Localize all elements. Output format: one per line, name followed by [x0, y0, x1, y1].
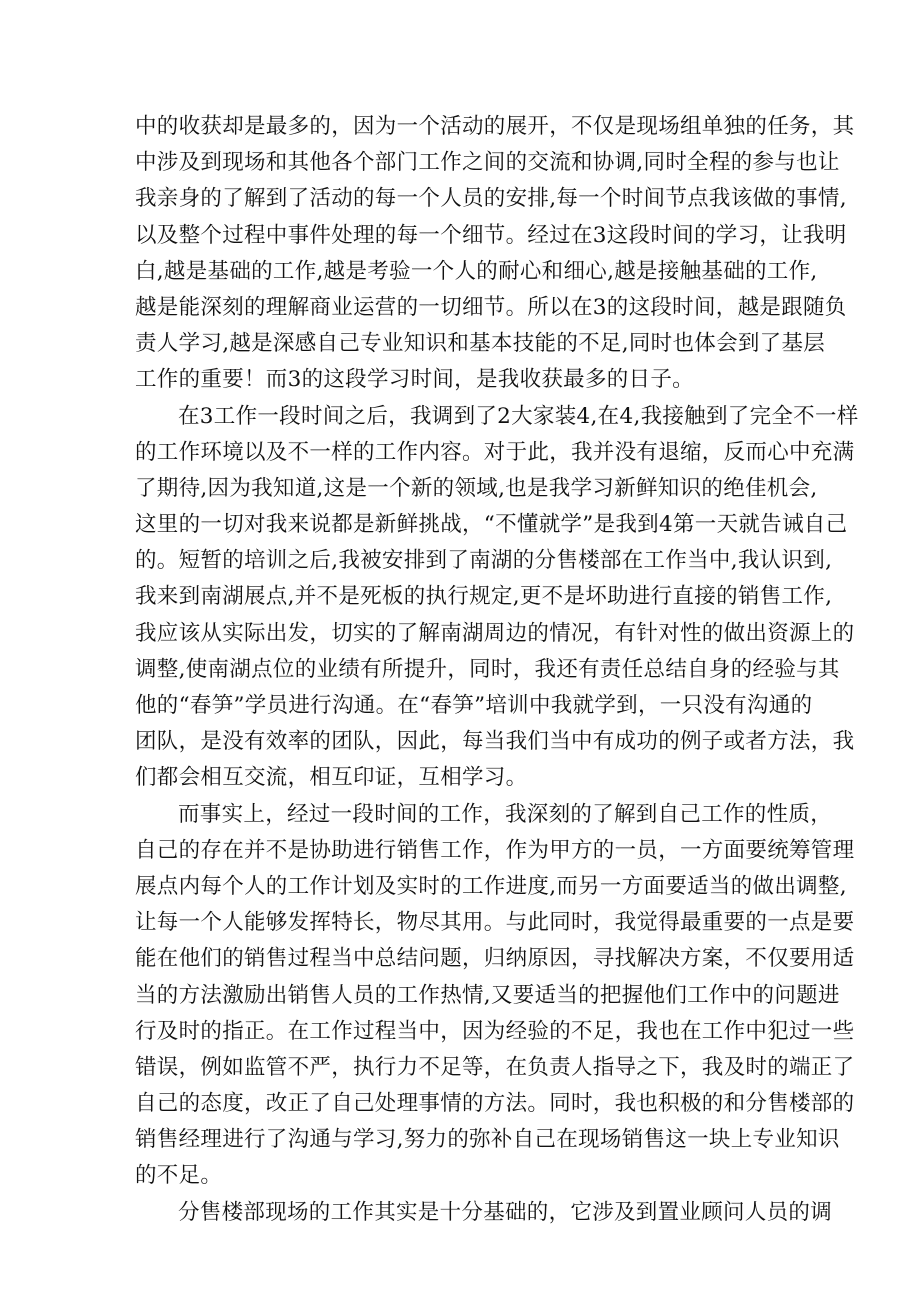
document-page: [135, 109, 859, 1231]
paragraph-1: [135, 109, 855, 399]
paragraph-2: [135, 399, 859, 797]
text-line: 们都会相互交流，相互印证，互相学习。: [135, 765, 528, 791]
text-line: 分售楼部现场的工作其实是十分基础的，它涉及到置业顾问人员的调: [178, 1199, 833, 1225]
paragraph-3: [135, 797, 855, 1195]
text-line: 我来到南湖展点,并不是死板的执行规定,更不是坏助进行直接的销售工作,: [135, 584, 833, 610]
text-line: 我亲身的了解到了活动的每一个人员的安排,每一个时间节点我该做的事情,: [135, 186, 847, 212]
text-line: 团队，是没有效率的团队，因此，每当我们当中有成功的例子或者方法，我: [135, 729, 855, 755]
text-line: 中涉及到现场和其他各个部门工作之间的交流和协调,同时全程的参与也让: [135, 150, 840, 176]
text-line: 了期待,因为我知道,这是一个新的领域,也是我学习新鲜知识的绝佳机会,: [135, 475, 818, 501]
text-line: 错误，例如监管不严，执行力不足等，在负责人指导之下，我及时的端正了: [135, 1054, 855, 1080]
text-line: 他的“春笋”学员进行沟通。在“春笋”培训中我就学到，一只没有沟通的: [135, 693, 813, 718]
text-line: 以及整个过程中事件处理的每一个细节。经过在3这段时间的学习，让我明: [135, 222, 847, 248]
text-line: 展点内每个人的工作计划及实时的工作进度,而另一方面要适当的做出调整,: [135, 873, 847, 899]
text-line: 的。短暂的培训之后,我被安排到了南湖的分售楼部在工作当中,我认识到,: [135, 548, 833, 574]
text-line: 我应该从实际出发，切实的了解南湖周边的情况，有针对性的做出资源上的: [135, 620, 855, 646]
text-line: 白,越是基础的工作,越是考验一个人的耐心和细心,越是接触基础的工作,: [135, 258, 818, 284]
text-line: 能在他们的销售过程当中总结问题，归纳原因，寻找解决方案，不仅要用适: [135, 946, 855, 972]
text-line: 越是能深刻的理解商业运营的一切细节。所以在3的这段时间，越是跟随负: [135, 294, 847, 320]
text-line: 工作的重要！而3的这段学习时间，是我收获最多的日子。: [135, 367, 694, 393]
text-line: 的不足。: [135, 1163, 223, 1189]
text-line: 让每一个人能够发挥特长，物尽其用。与此同时，我觉得最重要的一点是要: [135, 910, 855, 936]
text-line: 行及时的指正。在工作过程当中，因为经验的不足，我也在工作中犯过一些: [135, 1018, 855, 1044]
text-line: 自己的存在并不是协助进行销售工作，作为甲方的一员，一方面要统筹管理: [135, 837, 855, 863]
text-line: 当的方法激励出销售人员的工作热情,又要适当的把握他们工作中的问题进: [135, 982, 840, 1008]
text-line: 这里的一切对我来说都是新鲜挑战，“不懂就学”是我到4第一天就告诫自己: [135, 512, 848, 538]
text-line: 中的收获却是最多的，因为一个活动的展开，不仅是现场组单独的任务，其: [135, 114, 855, 139]
text-line: 责人学习,越是深感自己专业知识和基本技能的不足,同时也体会到了基层: [135, 331, 826, 357]
text-line: 而事实上，经过一段时间的工作，我深刻的了解到自己工作的性质，: [178, 801, 833, 827]
paragraph-4: [135, 1195, 833, 1231]
text-line: 自己的态度，改正了自己处理事情的方法。同时，我也积极的和分售楼部的: [135, 1091, 855, 1117]
text-line: 的工作环境以及不一样的工作内容。对于此，我并没有退缩，反而心中充满: [135, 439, 855, 465]
text-line: 销售经理进行了沟通与学习,努力的弥补自己在现场销售这一块上专业知识: [135, 1127, 840, 1153]
text-line: 调整,使南湖点位的业绩有所提升，同时，我还有责任总结自身的经验与其: [135, 656, 840, 682]
text-line: 在3工作一段时间之后，我调到了2大家装4,在4,我接触到了完全不一样: [178, 403, 859, 429]
